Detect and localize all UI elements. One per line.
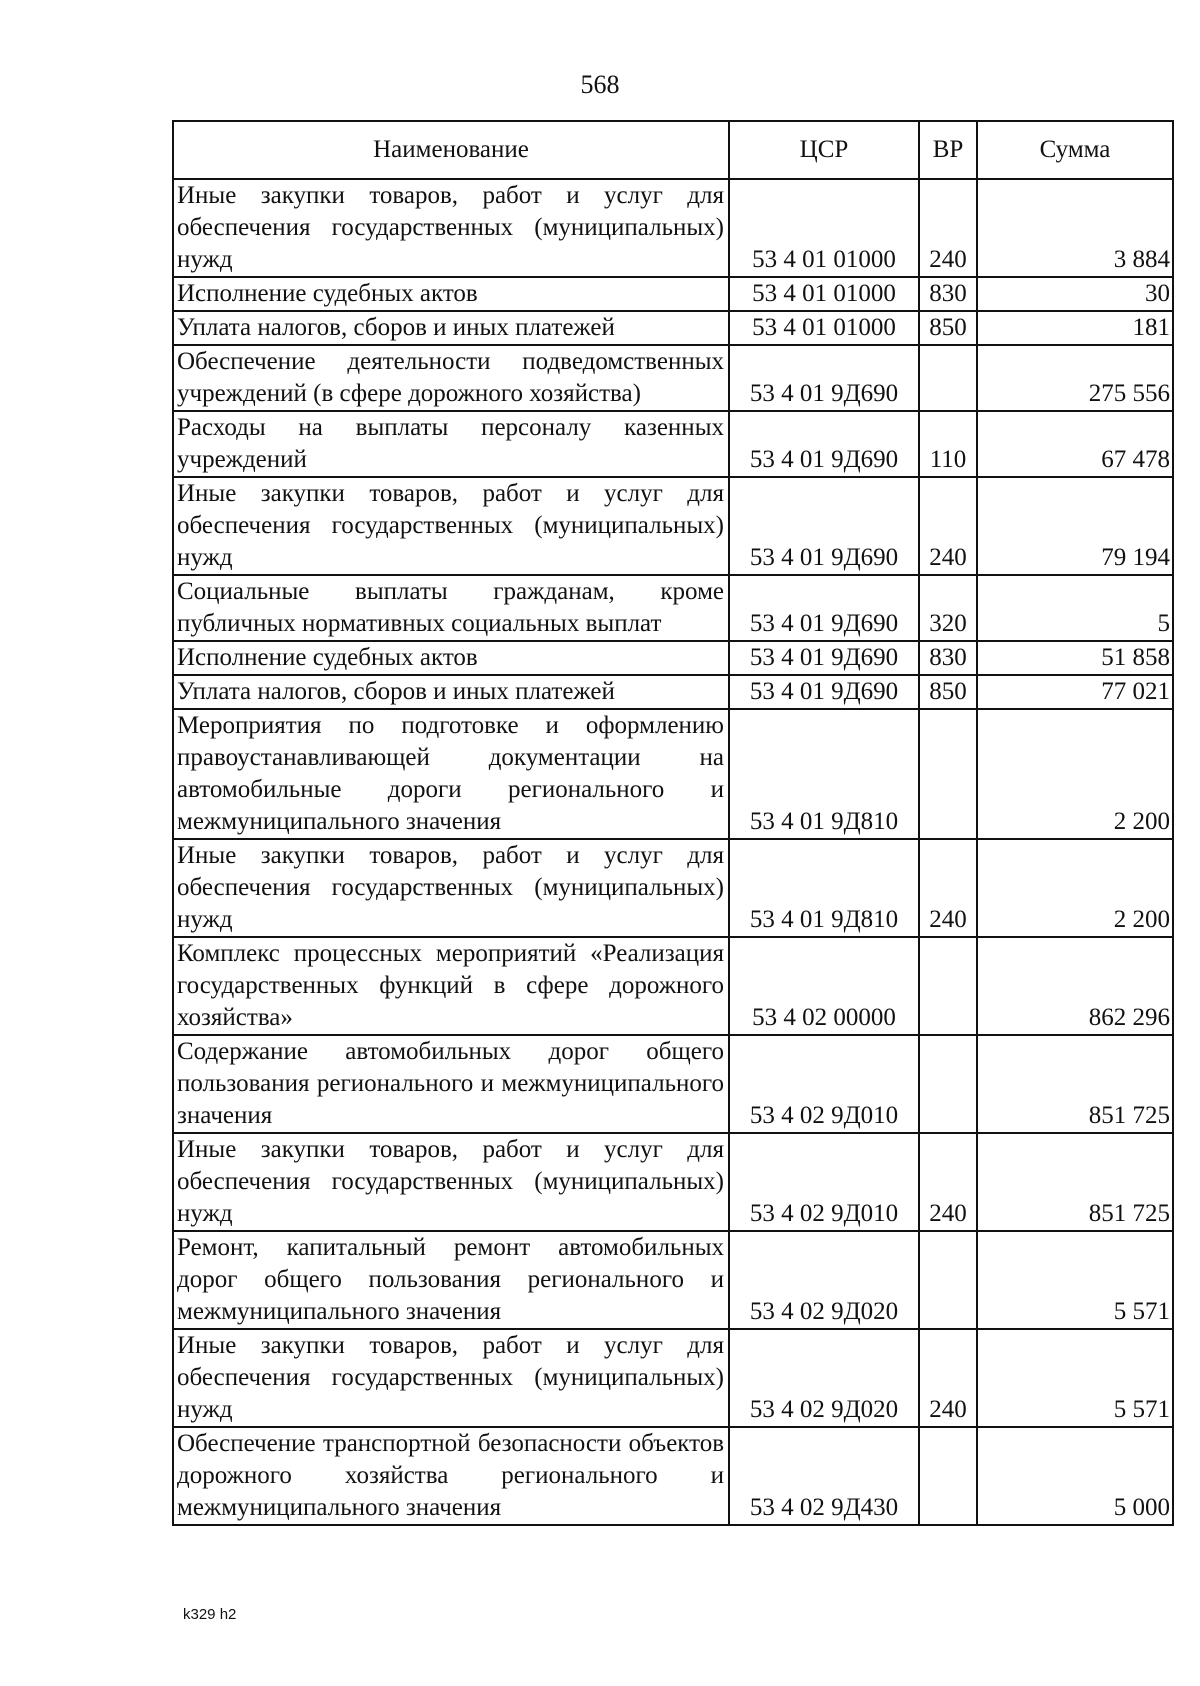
cell-vr: 240 — [919, 1133, 977, 1231]
cell-sum: 181 — [977, 311, 1173, 345]
cell-vr: 240 — [919, 1329, 977, 1427]
cell-vr: 830 — [919, 641, 977, 675]
cell-name: Уплата налогов, сборов и иных платежей — [173, 675, 729, 709]
cell-vr — [919, 1035, 977, 1133]
cell-name: Обеспечение деятельности подведомственных учреждений (в сфере дорожного хозяйства) — [173, 345, 729, 411]
cell-sum: 2 200 — [977, 839, 1173, 937]
cell-csr: 53 4 01 9Д810 — [729, 839, 919, 937]
table-row — [173, 311, 1173, 345]
table-row — [173, 641, 1173, 675]
cell-vr — [919, 709, 977, 839]
cell-vr — [919, 1231, 977, 1329]
cell-name: Иные закупки товаров, работ и услуг для обеспечения государственных (муниципальных) нужд — [173, 1329, 729, 1427]
table-row — [173, 1035, 1173, 1133]
page-number: 568 — [580, 70, 620, 99]
cell-sum: 851 725 — [977, 1133, 1173, 1231]
cell-name: Обеспечение транспортной безопасности объектов дорожного хозяйства регионального и межмуниципального значения — [173, 1427, 729, 1525]
cell-name: Исполнение судебных актов — [173, 277, 729, 311]
cell-csr: 53 4 01 9Д690 — [729, 345, 919, 411]
cell-sum: 5 — [977, 575, 1173, 641]
cell-sum: 851 725 — [977, 1035, 1173, 1133]
table-row — [173, 345, 1173, 411]
cell-sum: 5 571 — [977, 1231, 1173, 1329]
cell-csr: 53 4 01 9Д690 — [729, 641, 919, 675]
table-row — [173, 277, 1173, 311]
cell-name: Мероприятия по подготовке и оформлению правоустанавливающей документации на автомобильные дороги регионального и межмуниципального значения — [173, 709, 729, 839]
cell-csr: 53 4 02 9Д020 — [729, 1329, 919, 1427]
header-row — [173, 121, 1173, 179]
header-vr: ВР — [919, 121, 977, 179]
cell-name: Иные закупки товаров, работ и услуг для обеспечения государственных (муниципальных) нужд — [173, 1133, 729, 1231]
table-row — [173, 709, 1173, 839]
cell-sum: 67 478 — [977, 411, 1173, 477]
cell-csr: 53 4 01 9Д810 — [729, 709, 919, 839]
cell-csr: 53 4 01 01000 — [729, 179, 919, 277]
cell-csr: 53 4 01 9Д690 — [729, 675, 919, 709]
cell-vr: 110 — [919, 411, 977, 477]
cell-vr — [919, 1427, 977, 1525]
cell-sum: 77 021 — [977, 675, 1173, 709]
cell-sum: 2 200 — [977, 709, 1173, 839]
cell-name: Расходы на выплаты персоналу казенных учреждений — [173, 411, 729, 477]
cell-name: Социальные выплаты гражданам, кроме публичных нормативных социальных выплат — [173, 575, 729, 641]
cell-csr: 53 4 01 01000 — [729, 277, 919, 311]
table-row — [173, 1427, 1173, 1525]
cell-csr: 53 4 01 9Д690 — [729, 477, 919, 575]
cell-name: Исполнение судебных актов — [173, 641, 729, 675]
cell-sum: 275 556 — [977, 345, 1173, 411]
cell-name: Комплекс процессных мероприятий «Реализация государственных функций в сфере дорожного хозяйства» — [173, 937, 729, 1035]
table-row — [173, 675, 1173, 709]
cell-csr: 53 4 02 9Д430 — [729, 1427, 919, 1525]
table-body — [173, 179, 1173, 1525]
cell-csr: 53 4 01 01000 — [729, 311, 919, 345]
cell-vr: 830 — [919, 277, 977, 311]
table-row — [173, 839, 1173, 937]
cell-vr — [919, 937, 977, 1035]
cell-name: Иные закупки товаров, работ и услуг для обеспечения государственных (муниципальных) нужд — [173, 179, 729, 277]
cell-vr: 240 — [919, 179, 977, 277]
table-row — [173, 575, 1173, 641]
cell-name: Содержание автомобильных дорог общего пользования регионального и межмуниципального значения — [173, 1035, 729, 1133]
cell-sum: 79 194 — [977, 477, 1173, 575]
cell-name: Иные закупки товаров, работ и услуг для обеспечения государственных (муниципальных) нужд — [173, 477, 729, 575]
cell-vr: 850 — [919, 675, 977, 709]
cell-sum: 30 — [977, 277, 1173, 311]
cell-csr: 53 4 02 00000 — [729, 937, 919, 1035]
cell-sum: 862 296 — [977, 937, 1173, 1035]
cell-csr: 53 4 01 9Д690 — [729, 575, 919, 641]
cell-vr — [919, 345, 977, 411]
cell-name: Ремонт, капитальный ремонт автомобильных дорог общего пользования регионального и межмуниципального значения — [173, 1231, 729, 1329]
cell-sum: 5 571 — [977, 1329, 1173, 1427]
cell-csr: 53 4 02 9Д010 — [729, 1035, 919, 1133]
cell-csr: 53 4 01 9Д690 — [729, 411, 919, 477]
cell-vr: 240 — [919, 477, 977, 575]
table-row — [173, 411, 1173, 477]
budget-table — [172, 120, 1174, 1526]
table-row — [173, 1231, 1173, 1329]
table-row — [173, 477, 1173, 575]
table-header — [173, 121, 1173, 179]
footer-code: k329 h2 — [183, 1606, 237, 1623]
cell-sum: 5 000 — [977, 1427, 1173, 1525]
cell-vr: 240 — [919, 839, 977, 937]
header-sum: Сумма — [977, 121, 1173, 179]
cell-name: Иные закупки товаров, работ и услуг для обеспечения государственных (муниципальных) нужд — [173, 839, 729, 937]
cell-name: Уплата налогов, сборов и иных платежей — [173, 311, 729, 345]
cell-sum: 51 858 — [977, 641, 1173, 675]
table-row — [173, 1133, 1173, 1231]
cell-vr: 850 — [919, 311, 977, 345]
cell-vr: 320 — [919, 575, 977, 641]
table-row — [173, 1329, 1173, 1427]
table-row — [173, 937, 1173, 1035]
cell-csr: 53 4 02 9Д010 — [729, 1133, 919, 1231]
header-csr: ЦСР — [729, 121, 919, 179]
cell-csr: 53 4 02 9Д020 — [729, 1231, 919, 1329]
header-name: Наименование — [173, 121, 729, 179]
table-row — [173, 179, 1173, 277]
cell-sum: 3 884 — [977, 179, 1173, 277]
